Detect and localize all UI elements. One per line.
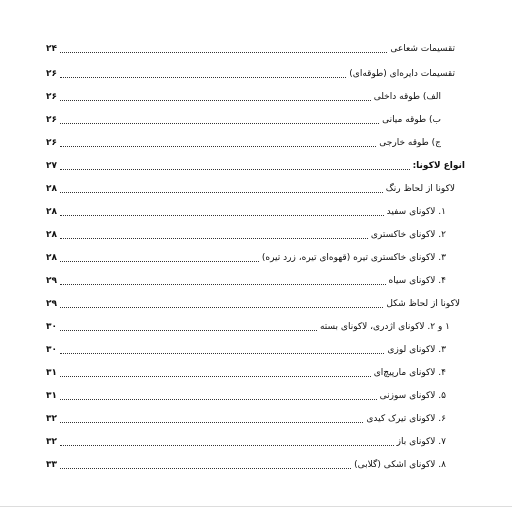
toc-entry — [46, 363, 446, 379]
toc-entry — [46, 133, 441, 149]
dot-leader — [60, 445, 394, 446]
entry-label: ۳. لاکونای خاکستری تیره (قهوه‌ای تیره، زرد تیره) — [261, 253, 446, 263]
entry-label: ۱. لاکونای سفید — [386, 207, 446, 217]
entry-label: ۸. لاکونای اشکی (گلابی) — [354, 460, 446, 470]
entry-label: ۵. لاکونای سوزنی — [379, 391, 446, 401]
page-number: ۳۰ — [46, 345, 57, 355]
page-number: ۳۰ — [46, 322, 57, 332]
entry-label: الف) طوقه داخلی — [373, 92, 441, 102]
page-number: ۳۱ — [46, 391, 57, 401]
page-number: ۳۱ — [46, 368, 57, 378]
page-number: ۳۲ — [46, 414, 57, 424]
entry-label: لاکونا از لحاظ رنگ — [385, 184, 455, 194]
toc-entry — [46, 248, 446, 264]
dot-leader — [60, 468, 351, 469]
toc-entry — [46, 455, 446, 471]
dot-leader — [60, 146, 376, 147]
dot-leader — [60, 77, 346, 78]
entry-label: ۴. لاکونای مارپیچ‌ای — [373, 368, 446, 378]
page-number: ۲۹ — [46, 276, 57, 286]
page-number: ۲۶ — [46, 115, 57, 125]
toc-entry — [46, 340, 446, 356]
page-number: ۲۴ — [46, 44, 57, 54]
dot-leader — [60, 169, 410, 170]
page-number: ۳۲ — [46, 437, 57, 447]
toc-entry — [46, 39, 455, 55]
entry-label: ۷. لاکونای باز — [396, 437, 446, 447]
entry-label: ۲. لاکونای خاکستری — [370, 230, 446, 240]
entry-label: انواع لاکونا: — [412, 161, 465, 171]
toc-entry — [46, 64, 455, 80]
entry-label: ۱ و ۲. لاکونای اژدری، لاکونای بسته — [319, 322, 450, 332]
entry-label: ب) طوقه میانی — [382, 115, 441, 125]
dot-leader — [60, 399, 377, 400]
entry-label: ۴. لاکونای سیاه — [388, 276, 446, 286]
entry-label: تقسیمات دایره‌ای (طوقه‌ای) — [349, 69, 455, 79]
dot-leader — [60, 307, 383, 308]
toc-entry — [46, 179, 455, 195]
dot-leader — [60, 238, 368, 239]
page-number: ۲۸ — [46, 253, 57, 263]
page-number: ۲۹ — [46, 299, 57, 309]
toc-entry — [46, 110, 441, 126]
entry-label: لاکونا از لحاظ شکل — [386, 299, 460, 309]
page-number: ۲۶ — [46, 92, 57, 102]
entry-label: ۳. لاکونای لوزی — [387, 345, 446, 355]
page-number: ۲۸ — [46, 207, 57, 217]
entry-label: ۶. لاکونای تیرک کیدی — [366, 414, 446, 424]
toc-entry — [46, 317, 450, 333]
dot-leader — [60, 192, 383, 193]
dot-leader — [60, 330, 317, 331]
toc-entry — [46, 386, 446, 402]
toc-entry — [46, 87, 441, 103]
entry-label: تقسیمات شعاعی — [390, 44, 455, 54]
toc-entry — [46, 202, 446, 218]
dot-leader — [60, 52, 387, 53]
toc-entry — [46, 409, 446, 425]
page-number: ۲۸ — [46, 230, 57, 240]
dot-leader — [60, 100, 371, 101]
dot-leader — [60, 284, 386, 285]
dot-leader — [60, 215, 384, 216]
page-number: ۲۶ — [46, 69, 57, 79]
toc-entry — [46, 271, 446, 287]
dot-leader — [60, 123, 379, 124]
page-number: ۲۸ — [46, 184, 57, 194]
dot-leader — [60, 376, 371, 377]
toc-entry — [46, 156, 465, 172]
toc-entry — [46, 294, 460, 310]
page-number: ۲۶ — [46, 138, 57, 148]
entry-label: ج) طوقه خارجی — [379, 138, 441, 148]
dot-leader — [60, 353, 384, 354]
toc-entry — [46, 225, 446, 241]
page-number: ۳۳ — [46, 460, 57, 470]
page-number: ۲۷ — [46, 161, 57, 171]
toc-entry — [46, 432, 446, 448]
dot-leader — [60, 422, 363, 423]
dot-leader — [60, 261, 259, 262]
page-divider — [0, 506, 512, 507]
